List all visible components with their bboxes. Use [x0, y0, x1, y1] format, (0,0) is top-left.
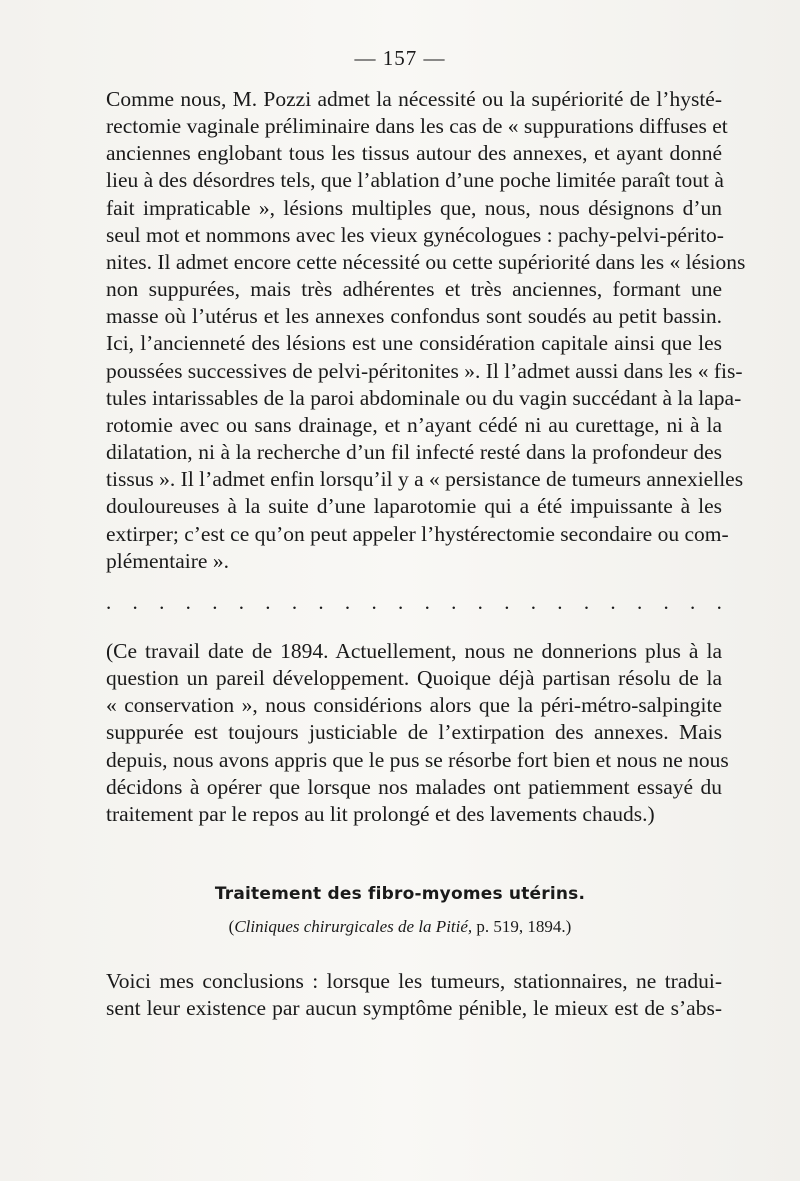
ellipsis-dot: .: [238, 590, 244, 614]
ellipsis-dot: .: [477, 590, 483, 614]
ellipsis-dot: .: [159, 590, 165, 614]
text-line: question un pareil développement. Quoique déjà partisan résolu de la: [106, 666, 722, 691]
ellipsis-dot: .: [291, 590, 298, 614]
ellipsis-dot: .: [636, 590, 643, 614]
paragraph-author-note-1894: [106, 638, 729, 828]
text-line: extirper; c’est ce qu’on peut appeler l’hystérectomie secondaire ou com-: [106, 521, 729, 546]
text-line: seul mot et nommons avec les vieux gynécologues : pachy-pelvi-périto-: [106, 222, 724, 247]
section-reference: (Cliniques chirurgicales de la Pitié, p. 519, 1894.): [228, 917, 572, 936]
ellipsis-dot: .: [106, 590, 112, 614]
section-title: Traitement des fibro-myomes utérins.: [214, 884, 586, 904]
ellipsis-dot: .: [716, 590, 722, 614]
text-line: « conservation », nous considérions alors que la péri-métro-salpingite: [106, 693, 722, 718]
text-line: non suppurées, mais très adhérentes et très anciennes, formant une: [106, 277, 722, 302]
ellipsis-dot: .: [265, 590, 271, 614]
text-line: rotomie avec ou sans drainage, et n’ayant cédé ni au curettage, ni à la: [106, 412, 722, 437]
ellipsis-dot: .: [132, 590, 138, 614]
page-number: — 157 —: [354, 46, 446, 70]
text-line: douloureuses à la suite d’une laparotomie qui a été impuissante à les: [106, 494, 722, 519]
text-line: lieu à des désordres tels, que l’ablation d’une poche limitée paraît tout à: [106, 168, 724, 193]
ellipsis-dot: .: [504, 590, 510, 614]
text-line: sent leur existence par aucun symptôme pénible, le mieux est de s’abs-: [106, 996, 722, 1021]
ellipsis-dot: .: [424, 590, 430, 614]
ellipsis-dot: .: [185, 590, 191, 614]
ellipsis-dot: .: [557, 590, 563, 614]
reference-italic: Cliniques chirurgicales de la Pitié,: [234, 917, 473, 936]
text-line: tules intarissables de la paroi abdominale ou du vagin succédant à la lapa-: [106, 385, 742, 410]
text-line: tissus ». Il l’admet enfin lorsqu’il y a « persistance de tumeurs annexielles: [106, 467, 744, 492]
ellipsis-dot: .: [690, 590, 696, 614]
text-line: masse où l’utérus et les annexes confondus sont soudés au petit bassin.: [106, 304, 722, 329]
text-line: Comme nous, M. Pozzi admet la nécessité ou la supériorité de l’hysté-: [106, 87, 722, 111]
text-line: dilatation, ni à la recherche d’un fil infecté resté dans la profondeur des: [106, 440, 722, 465]
text-line: anciennes englobant tous les tissus autour des annexes, et ayant donné: [106, 141, 722, 166]
ellipsis-dot: .: [583, 590, 590, 614]
ellipsis-dot: .: [530, 590, 536, 614]
text-line: traitement par le repos au lit prolongé et des lavements chauds.): [106, 801, 655, 826]
ellipsis-dots-row: [106, 590, 722, 614]
ellipsis-dot: .: [318, 590, 324, 614]
paragraph-pozzi-hysterectomy: [106, 86, 746, 575]
ellipsis-dot: .: [663, 590, 669, 614]
text-line: suppurée est toujours justiciable de l’extirpation des annexes. Mais: [106, 720, 722, 745]
ellipsis-dot: .: [344, 590, 351, 614]
paragraph-conclusions: [106, 968, 722, 1022]
text-line: Ici, l’ancienneté des lésions est une considération capitale ainsi que les: [106, 331, 722, 356]
ellipsis-dot: .: [610, 590, 616, 614]
text-line: décidons à opérer que lorsque nos malades ont patiemment essayé du: [106, 774, 722, 799]
ellipsis-dot: .: [212, 590, 218, 614]
text-line: plémentaire ».: [106, 548, 229, 573]
ellipsis-dot: .: [371, 590, 377, 614]
text-line: rectomie vaginale préliminaire dans les cas de « suppurations diffuses et: [106, 114, 728, 139]
ellipsis-dot: .: [398, 590, 404, 614]
text-line: Voici mes conclusions : lorsque les tumeurs, stationnaires, ne tradui-: [106, 969, 722, 993]
ellipsis-dot: .: [451, 590, 457, 614]
text-line: poussées successives de pelvi-péritonites ». Il l’admet aussi dans les « fis-: [106, 358, 743, 383]
text-line: fait impraticable », lésions multiples que, nous, nous désignons d’un: [106, 195, 722, 220]
text-line: nites. Il admet encore cette nécessité ou cette supériorité dans les « lésions: [106, 249, 746, 274]
text-line: (Ce travail date de 1894. Actuellement, nous ne donnerions plus à la: [106, 639, 722, 663]
text-line: depuis, nous avons appris que le pus se résorbe fort bien et nous ne nous: [106, 747, 729, 772]
